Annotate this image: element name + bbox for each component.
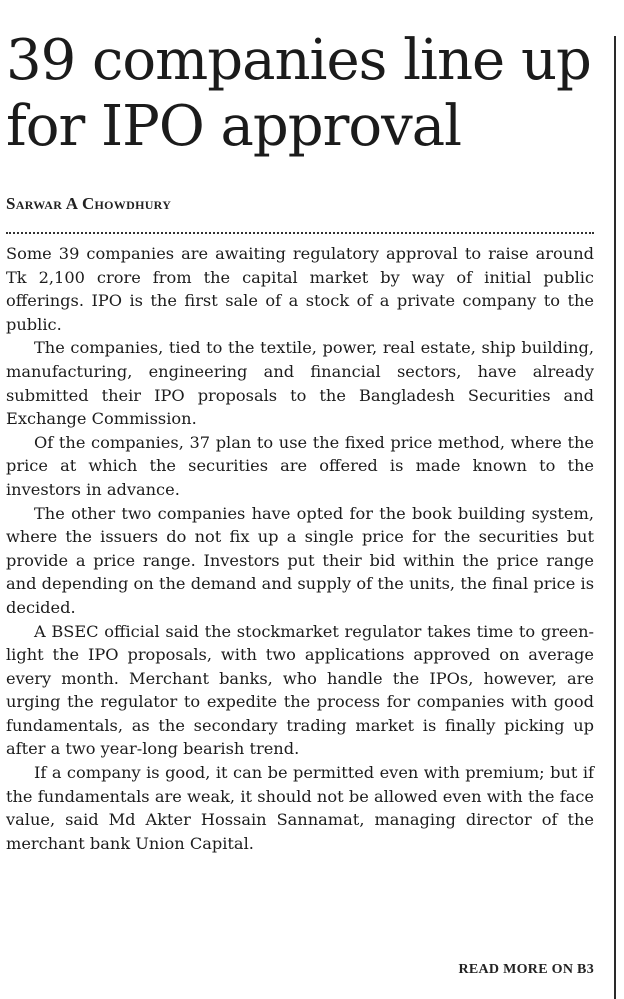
- column-rule: [614, 36, 616, 999]
- paragraph-2: The companies, tied to the textile, power, real estate, ship building, manufacturing, engineering and financial sectors, have already submitted their IPO proposals to the Bangladesh Securities and Exchange Commission.: [6, 338, 594, 429]
- paragraph-4: The other two companies have opted for the book building system, where the issuers do not fix up a single price for the securities but provide a price range. Investors put their bid within the price range and depending on the demand and supply of the units, the final price is decided.: [6, 503, 594, 617]
- paragraph-3: Of the companies, 37 plan to use the fixed price method, where the price at which the securities are offered is made known to the investors in advance.: [6, 432, 594, 499]
- paragraph-1: Some 39 companies are awaiting regulatory approval to raise around Tk 2,100 crore from the capital market by way of initial public offerings. IPO is the first sale of a stock of a private company to the public.: [6, 244, 594, 334]
- paragraph-6: If a company is good, it can be permitted even with premium; but if the fundamentals are weak, it should not be allowed even with the face value, said Md Akter Hossain Sannamat, managing director of the merchant bank Union Capital.: [6, 763, 594, 853]
- read-more-link[interactable]: READ MORE ON B3: [458, 962, 594, 977]
- headline: 39 companies line up for IPO approval: [6, 28, 591, 159]
- paragraph-5: A BSEC official said the stockmarket regulator takes time to green-light the IPO proposals, with two applications approved on average every month. Merchant banks, who handle the IPOs, however, are urging the regulator to expedite the process for companies with good fundamentals, as the secondary trading market is finally picking up after a two year-long bearish trend.: [6, 621, 594, 759]
- byline: Sarwar A Chowdhury: [6, 194, 172, 213]
- dotted-separator: [6, 232, 594, 234]
- article-body: [6, 242, 594, 855]
